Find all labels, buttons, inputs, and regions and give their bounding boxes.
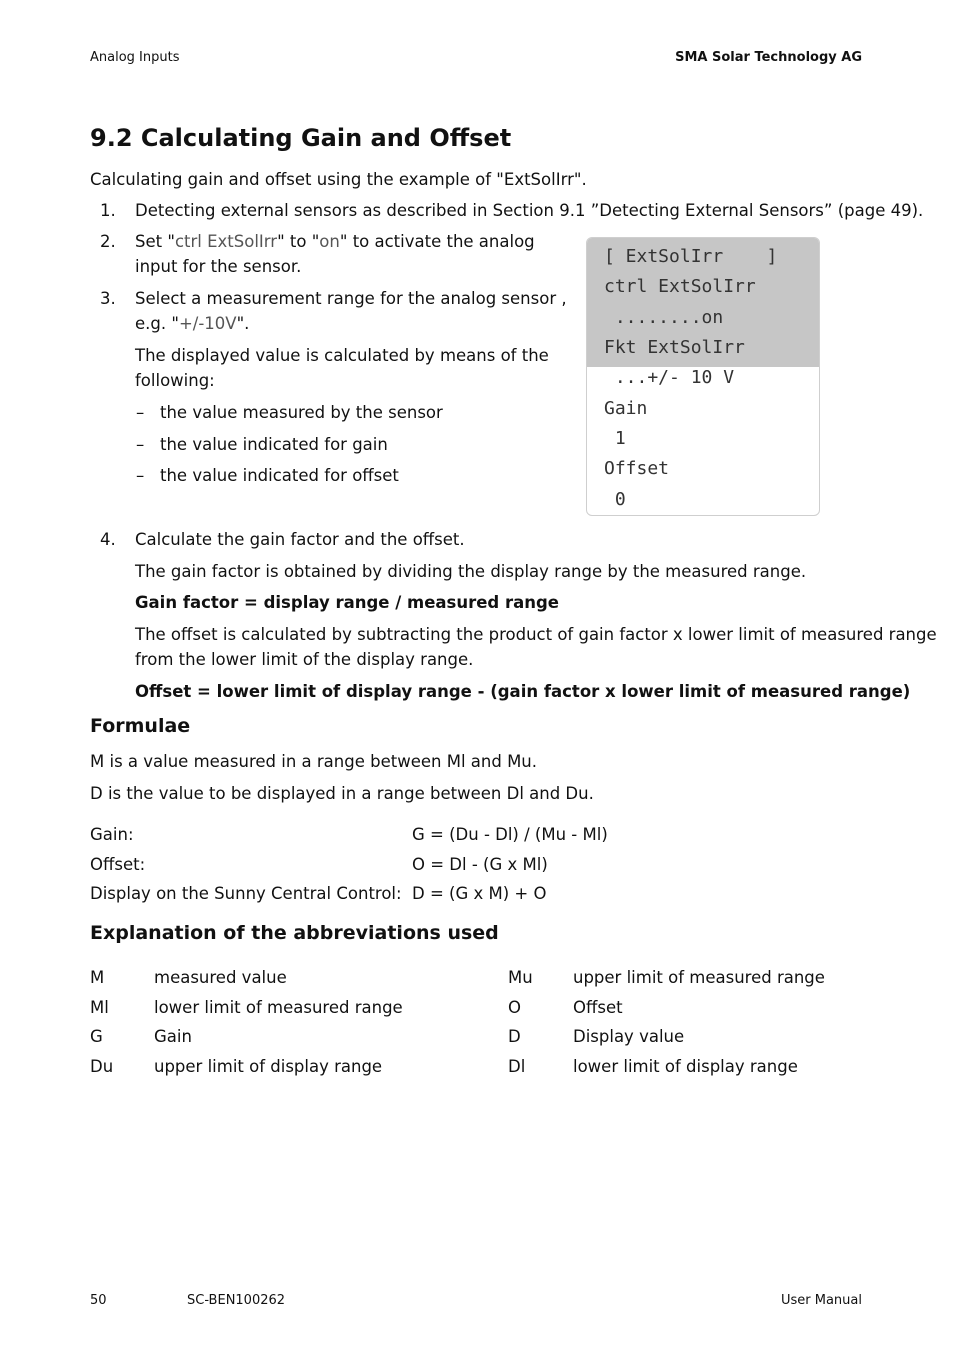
step-1-text: Detecting external sensors as described in Section 9.1 ”Detecting External Sensors” (page 49). xyxy=(135,201,924,220)
abbr-value: lower limit of measured range xyxy=(154,998,403,1017)
abbr-value: measured value xyxy=(154,968,287,987)
step-3-eg-end: ". xyxy=(236,314,250,333)
step-2-line-1 xyxy=(135,229,535,254)
abbr-value: Offset xyxy=(573,998,623,1017)
step-2-post: " to activate the analog xyxy=(339,232,535,251)
abbr-key: Du xyxy=(90,1057,114,1076)
display-line: ...+/- 10 V xyxy=(604,367,735,388)
formula-value: O = Dl - (G x Ml) xyxy=(412,855,548,874)
display-line: 0 xyxy=(604,489,626,510)
step-3-line-2 xyxy=(135,311,249,336)
display-line: ctrl ExtSolIrr xyxy=(604,276,756,297)
abbr-value: upper limit of display range xyxy=(154,1057,383,1076)
formula-label: Offset: xyxy=(90,855,146,874)
formula-label: Gain: xyxy=(90,825,134,844)
step-2-line-2: input for the sensor. xyxy=(135,257,302,276)
abbr-key: M xyxy=(90,968,105,987)
step-2-mid: " to " xyxy=(277,232,320,251)
bullet-dash: – xyxy=(136,403,145,422)
step-2-number: 2. xyxy=(100,232,116,251)
abbr-value: Display value xyxy=(573,1027,685,1046)
display-line: [ ExtSolIrr ] xyxy=(604,246,778,267)
step-4-para-2b: from the lower limit of the display range. xyxy=(135,650,474,669)
step-2-on: on xyxy=(319,232,340,251)
display-line: 1 xyxy=(604,428,626,449)
abbr-key: Dl xyxy=(508,1057,526,1076)
display-screen xyxy=(586,237,820,516)
abbr-key: G xyxy=(90,1027,103,1046)
display-line: Fkt ExtSolIrr xyxy=(604,337,745,358)
step-3-range: +/-10V xyxy=(178,314,237,333)
abbr-value: upper limit of measured range xyxy=(573,968,825,987)
step-2-pre: Set " xyxy=(135,232,175,251)
step-2-ctrl: ctrl ExtSolIrr xyxy=(174,232,278,251)
display-line: ........on xyxy=(604,307,724,328)
bullet-dash: – xyxy=(136,435,145,454)
display-line: Offset xyxy=(604,458,670,479)
abbr-key: Mu xyxy=(508,968,533,987)
formula-label: Display on the Sunny Central Control: xyxy=(90,884,402,903)
step-3-number: 3. xyxy=(100,289,116,308)
formula-value: D = (G x M) + O xyxy=(412,884,547,903)
page-number: 50 xyxy=(90,1293,107,1308)
header-section: Analog Inputs xyxy=(90,50,180,65)
formulae-heading: Formulae xyxy=(90,715,191,737)
abbr-key: Ml xyxy=(90,998,109,1017)
step-3-line-1: Select a measurement range for the analog sensor , xyxy=(135,289,567,308)
formulae-line-1: M is a value measured in a range between Ml and Mu. xyxy=(90,752,538,771)
step-4-number: 4. xyxy=(100,530,116,549)
document-code: SC-BEN100262 xyxy=(187,1293,286,1308)
step-3-para-1: The displayed value is calculated by means of the xyxy=(135,346,549,365)
bullet-item: the value indicated for gain xyxy=(160,435,388,454)
formula-value: G = (Du - Dl) / (Mu - Ml) xyxy=(412,825,608,844)
offset-formula: Offset = lower limit of display range - (gain factor x lower limit of measured range) xyxy=(135,682,911,701)
step-4-para-1: The gain factor is obtained by dividing the display range by the measured range. xyxy=(135,562,807,581)
page-title: 9.2 Calculating Gain and Offset xyxy=(90,124,512,152)
step-3-eg: e.g. " xyxy=(135,314,179,333)
bullet-item: the value measured by the sensor xyxy=(160,403,443,422)
formulae-line-2: D is the value to be displayed in a range between Dl and Du. xyxy=(90,784,594,803)
display-line: Gain xyxy=(604,398,648,419)
step-4-text: Calculate the gain factor and the offset. xyxy=(135,530,465,549)
step-3-para-2: following: xyxy=(135,371,215,390)
manual-label: User Manual xyxy=(780,1293,862,1308)
abbr-value: lower limit of display range xyxy=(573,1057,798,1076)
bullet-item: the value indicated for offset xyxy=(160,466,399,485)
abbreviations-heading: Explanation of the abbreviations used xyxy=(90,922,499,944)
intro-text: Calculating gain and offset using the example of "ExtSolIrr". xyxy=(90,170,587,189)
gain-factor-formula: Gain factor = display range / measured range xyxy=(135,593,559,612)
step-4-para-2a: The offset is calculated by subtracting the product of gain factor x lower limit of measured range xyxy=(135,625,937,644)
step-1-number: 1. xyxy=(100,201,116,220)
abbr-value: Gain xyxy=(154,1027,192,1046)
abbr-key: O xyxy=(508,998,521,1017)
header-company: SMA Solar Technology AG xyxy=(675,50,862,65)
bullet-dash: – xyxy=(136,466,145,485)
abbr-key: D xyxy=(508,1027,521,1046)
